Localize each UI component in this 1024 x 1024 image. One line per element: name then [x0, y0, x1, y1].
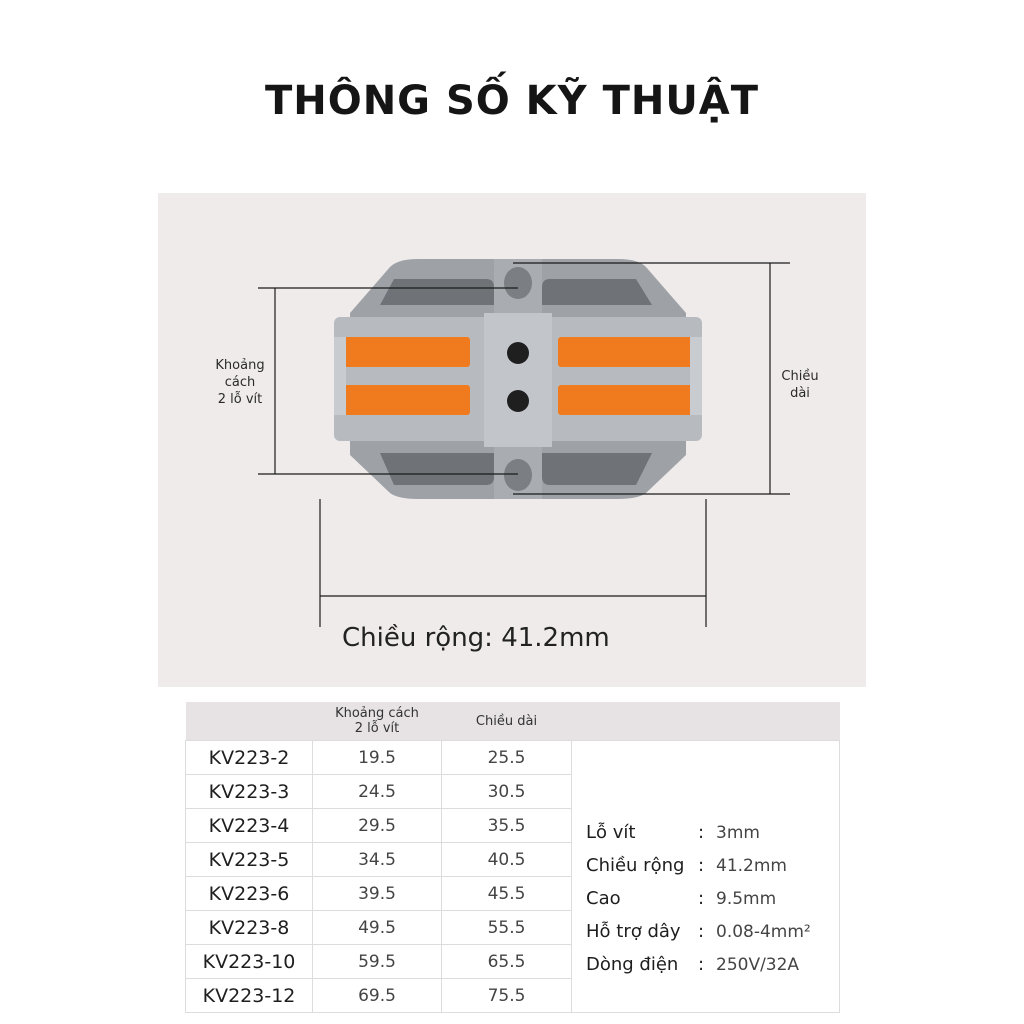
spec-row — [586, 948, 839, 981]
spec-separator: : — [698, 921, 705, 942]
cell-length: 35.5 — [442, 809, 572, 843]
cell-length: 75.5 — [442, 979, 572, 1013]
cell-model: KV223-4 — [186, 809, 313, 843]
header-screw-spacing-line2: 2 lỗ vít — [354, 721, 400, 736]
header-specs — [572, 702, 840, 741]
cell-length: 25.5 — [442, 741, 572, 775]
screw-spacing-label-line1: Khoảng — [215, 358, 265, 373]
cell-model: KV223-3 — [186, 775, 313, 809]
cell-model: KV223-8 — [186, 911, 313, 945]
spec-row — [586, 849, 839, 882]
spec-value: 9.5mm — [716, 889, 777, 909]
spec-value: 0.08-4mm² — [716, 922, 811, 942]
spec-row — [586, 915, 839, 948]
header-screw-spacing-line1: Khoảng cách — [335, 706, 419, 721]
cell-length: 30.5 — [442, 775, 572, 809]
header-length: Chiều dài — [442, 702, 572, 741]
cell-length: 65.5 — [442, 945, 572, 979]
length-label-line1: Chiều — [781, 369, 819, 384]
spec-summary — [572, 741, 840, 1013]
connector-illustration — [158, 193, 866, 687]
cell-model: KV223-2 — [186, 741, 313, 775]
cell-spacing: 59.5 — [313, 945, 442, 979]
spec-row — [586, 816, 839, 849]
cell-length: 40.5 — [442, 843, 572, 877]
header-model — [186, 702, 313, 741]
screw-spacing-label-line2: cách — [224, 375, 256, 390]
spec-value: 41.2mm — [716, 856, 787, 876]
product-diagram — [158, 193, 866, 687]
length-label — [774, 368, 826, 402]
cell-model: KV223-6 — [186, 877, 313, 911]
table-header-row — [186, 702, 840, 741]
screw-spacing-label — [210, 357, 270, 408]
length-label-line2: dài — [790, 386, 810, 401]
spec-name: Cao — [586, 888, 621, 909]
cell-model: KV223-12 — [186, 979, 313, 1013]
cell-spacing: 39.5 — [313, 877, 442, 911]
cell-spacing: 49.5 — [313, 911, 442, 945]
spec-separator: : — [698, 855, 705, 876]
lever-bottom-right — [558, 385, 694, 415]
cell-model: KV223-10 — [186, 945, 313, 979]
cell-length: 45.5 — [442, 877, 572, 911]
lever-top-right — [558, 337, 694, 367]
cell-spacing: 29.5 — [313, 809, 442, 843]
width-label: Chiều rộng: 41.2mm — [342, 623, 610, 653]
cell-length: 55.5 — [442, 911, 572, 945]
spec-name: Hỗ trợ dây — [586, 921, 681, 942]
page-title: THÔNG SỐ KỸ THUẬT — [264, 78, 760, 124]
table-row — [186, 741, 840, 775]
lever-bottom-left — [334, 385, 470, 415]
spec-value: 3mm — [716, 823, 760, 843]
spec-name: Chiều rộng — [586, 855, 685, 876]
screw-spacing-label-line3: 2 lỗ vít — [217, 392, 263, 407]
spec-value: 250V/32A — [716, 955, 800, 975]
spec-separator: : — [698, 822, 705, 843]
cell-spacing: 69.5 — [313, 979, 442, 1013]
spec-separator: : — [698, 954, 705, 975]
header-screw-spacing — [313, 702, 442, 741]
spec-table — [185, 702, 839, 1013]
spec-row — [586, 882, 839, 915]
cell-spacing: 24.5 — [313, 775, 442, 809]
cell-spacing: 19.5 — [313, 741, 442, 775]
spec-name: Dòng điện — [586, 954, 679, 975]
spec-separator: : — [698, 888, 705, 909]
lever-top-left — [334, 337, 470, 367]
spec-name: Lỗ vít — [586, 822, 636, 843]
cell-spacing: 34.5 — [313, 843, 442, 877]
cell-model: KV223-5 — [186, 843, 313, 877]
